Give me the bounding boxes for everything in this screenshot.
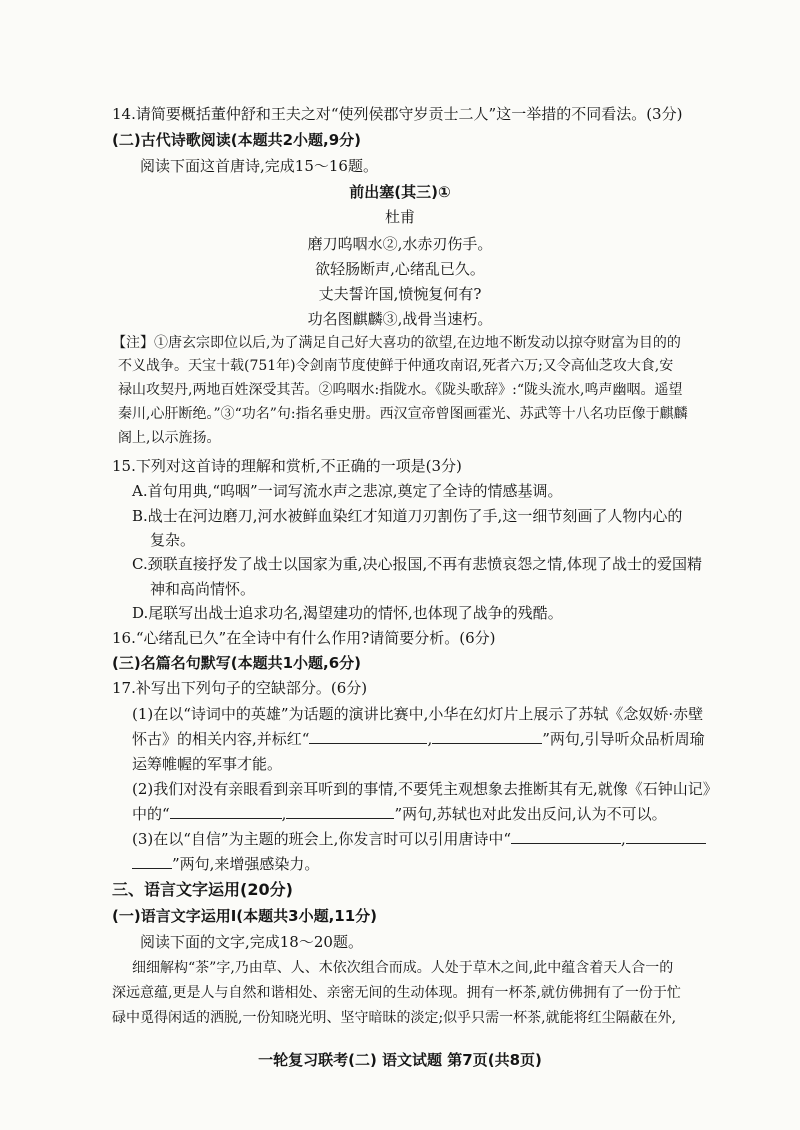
option-15-c-cont: 神和高尚情怀。 <box>150 580 256 598</box>
passage-line-1: 细细解构“茶”字,乃由草、人、木依次组合而成。人处于草木之间,此中蕴含着天人合一的 <box>132 960 674 976</box>
poem-author: 杜甫 <box>384 208 415 226</box>
option-15-d: D.尾联写出战士追求功名,渴望建功的情怀,也体现了战争的残酷。 <box>132 604 563 622</box>
subsection-1-intro: 阅读下面的文字,完成18～20题。 <box>140 933 363 951</box>
q17-part1-text-a: 怀古》的相关内容,并标红“ <box>132 730 310 748</box>
answer-blank[interactable] <box>170 804 282 819</box>
page-footer: 一轮复习联考(二) 语文试题 第7页(共8页) <box>258 1051 542 1069</box>
option-15-c: C.颈联直接抒发了战士以国家为重,决心报国,不再有悲愤哀怨之情,体现了战士的爱国精 <box>132 555 703 573</box>
answer-blank[interactable] <box>511 829 621 844</box>
q17-part1-line1: (1)在以“诗词中的英雄”为话题的演讲比赛中,小华在幻灯片上展示了苏轼《念奴娇·赤壁 <box>132 705 704 723</box>
passage-line-3: 碌中觅得闲适的洒脱,一份知晓光明、坚守暗昧的淡定;似乎只需一杯茶,就能将红尘隔蔽在外, <box>112 1010 677 1026</box>
q17-part1-line3: 运筹帷幄的军事才能。 <box>132 755 283 773</box>
question-14: 14.请简要概括董仲舒和王夫之对“使列侯郡守岁贡士二人”这一举措的不同看法。(3分) <box>112 105 683 123</box>
answer-blank[interactable] <box>132 854 172 869</box>
passage-line-2: 深远意蕴,更是人与自然和谐相处、亲密无间的生动体现。拥有一杯茶,就仿佛拥有了一份于忙 <box>112 985 681 1001</box>
poem-line-4: 功名图麒麟③,战骨当速朽。 <box>307 310 493 328</box>
answer-blank[interactable] <box>432 729 542 744</box>
q17-part3-text-a: (3)在以“自信”为主题的班会上,你发言时可以引用唐诗中“ <box>132 830 512 848</box>
q17-part1-line2 <box>132 729 705 749</box>
q17-part2-text-b: , <box>281 805 287 823</box>
q17-part3-line1 <box>132 829 706 849</box>
section-2-intro: 阅读下面这首唐诗,完成15～16题。 <box>140 157 378 175</box>
option-15-b-cont: 复杂。 <box>150 531 196 549</box>
note-line-2: 不义战争。天宝十载(751年)令剑南节度使鲜于仲通攻南诏,死者六万;又令高仙芝攻大食,安 <box>118 358 674 374</box>
q17-part2-line1: (2)我们对没有亲眼看到亲耳听到的事情,不要凭主观想象去推断其有无,就像《石钟山记》 <box>132 780 718 798</box>
option-15-a: A.首句用典,“呜咽”一词写流水声之悲凉,奠定了全诗的情感基调。 <box>132 482 563 500</box>
option-15-b: B.战士在河边磨刀,河水被鲜血染红才知道刀刃割伤了手,这一细节刻画了人物内心的 <box>132 507 683 525</box>
q17-part3-text-c: ”两句,来增强感染力。 <box>172 855 320 873</box>
question-16: 16.“心绪乱已久”在全诗中有什么作用?请简要分析。(6分) <box>112 629 496 647</box>
poem-line-3: 丈夫誓许国,愤惋复何有? <box>318 285 482 303</box>
note-line-4: 秦川,心肝断绝。”③“功名”句:指名垂史册。西汉宣帝曾图画霍光、苏武等十八名功臣像于麒麟 <box>118 406 688 422</box>
q17-part1-text-c: ”两句,引导听众品析周瑜 <box>542 730 705 748</box>
poem-line-2: 欲轻肠断声,心绪乱已久。 <box>315 260 485 278</box>
part-3-title: 三、语言文字运用(20分) <box>112 880 293 899</box>
poem-line-1: 磨刀呜咽水②,水赤刃伤手。 <box>307 235 493 253</box>
question-15-stem: 15.下列对这首诗的理解和赏析,不正确的一项是(3分) <box>112 457 462 475</box>
section-2-title: (二)古代诗歌阅读(本题共2小题,9分) <box>112 131 361 149</box>
answer-blank[interactable] <box>626 829 706 844</box>
q17-part2-text-a: 中的“ <box>132 805 170 823</box>
answer-blank[interactable] <box>309 729 427 744</box>
answer-blank[interactable] <box>286 804 394 819</box>
subsection-1-title: (一)语言文字运用Ⅰ(本题共3小题,11分) <box>112 907 378 925</box>
section-3-title: (三)名篇名句默写(本题共1小题,6分) <box>112 654 361 672</box>
poem-title: 前出塞(其三)① <box>349 183 451 201</box>
q17-part2-line2 <box>132 804 667 824</box>
q17-part1-text-b: , <box>427 730 433 748</box>
note-line-1: 【注】①唐玄宗即位以后,为了满足自己好大喜功的欲望,在边地不断发动以掠夺财富为目的的 <box>112 335 681 351</box>
q17-part3-text-b: , <box>621 830 626 848</box>
note-line-5: 阁上,以示旌扬。 <box>118 430 221 446</box>
q17-part3-line2 <box>132 854 319 874</box>
q17-part2-text-c: ”两句,苏轼也对此发出反问,认为不可以。 <box>394 805 667 823</box>
note-line-3: 禄山攻契丹,两地百姓深受其苦。②呜咽水:指陇水。《陇头歌辞》:“陇头流水,鸣声幽咽。遥望 <box>118 382 683 398</box>
question-17-stem: 17.补写出下列句子的空缺部分。(6分) <box>112 679 368 697</box>
